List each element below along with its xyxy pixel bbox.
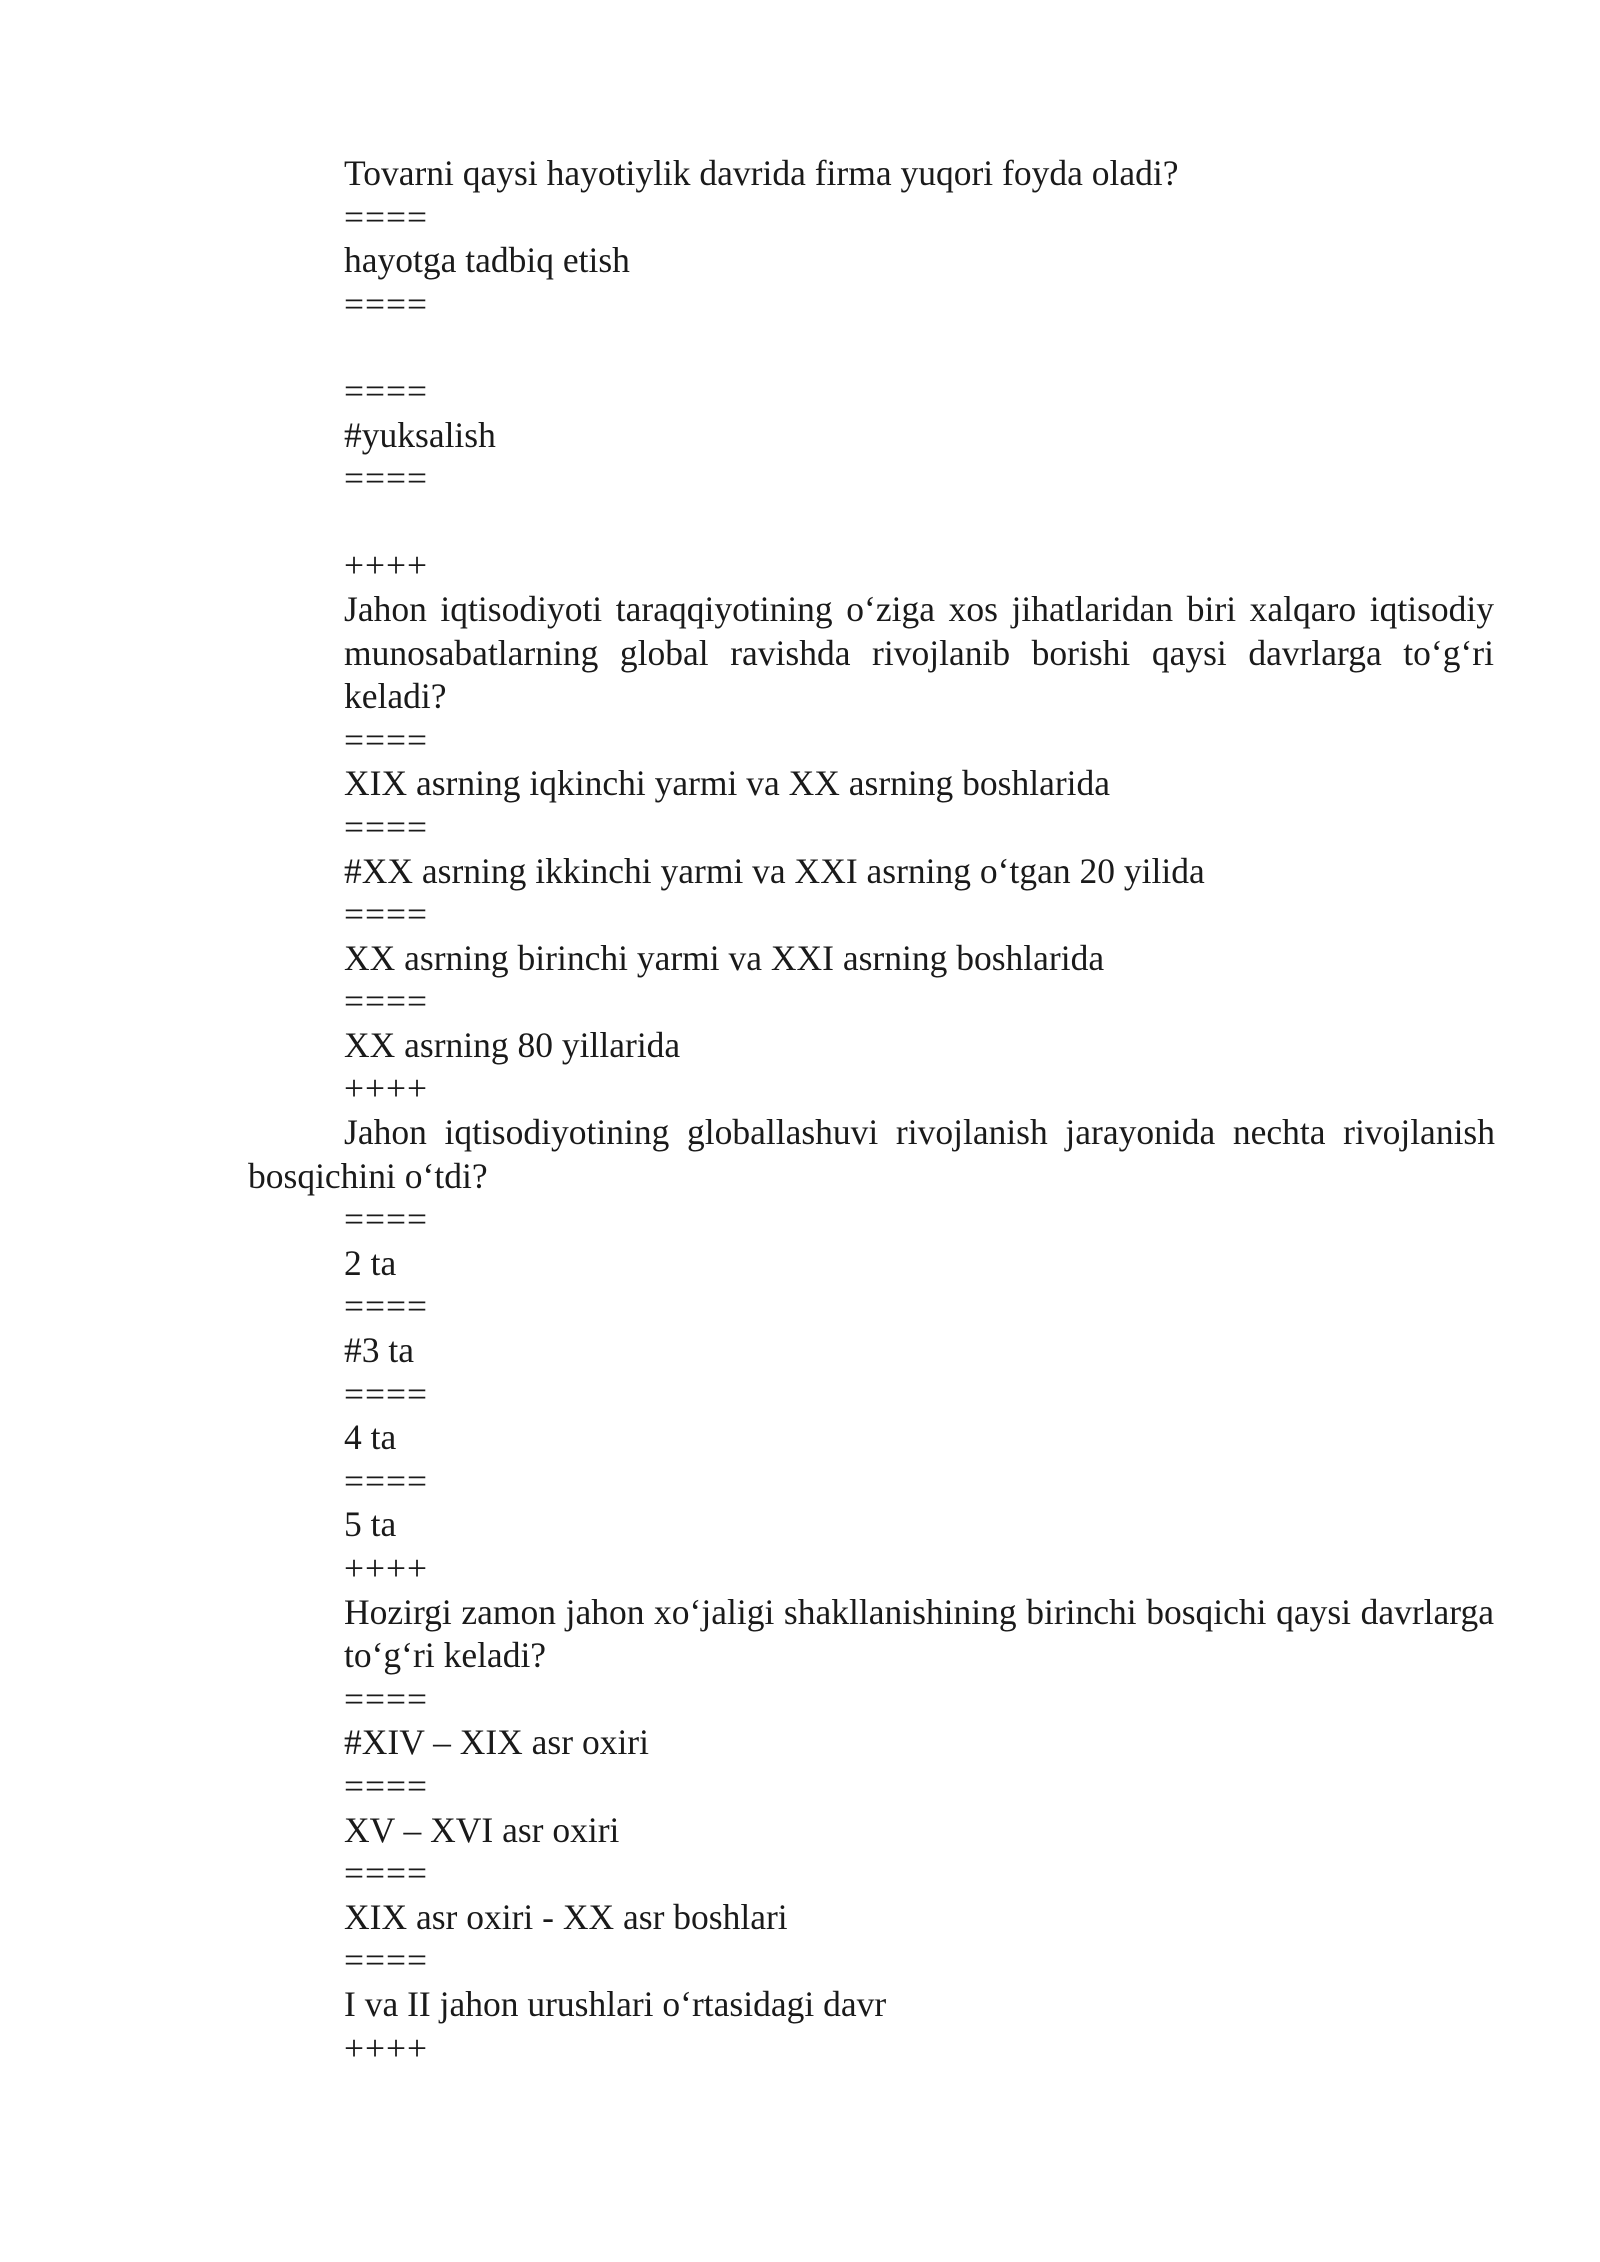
question-text: Jahon iqtisodiyotining globallashuvi rivojlanish jarayonida nechta rivojlanish bosqichini o‘tdi? [248,1112,1495,1196]
answer-option: XX asrning birinchi yarmi va XXI asrning boshlarida [344,937,1105,978]
separator: ==== [344,1460,429,1501]
separator: ==== [344,1373,429,1414]
question-divider: ++++ [344,1548,429,1588]
answer-option: 2 ta [344,1242,397,1283]
answer-option: 5 ta [344,1504,397,1545]
answer-option: I va II jahon urushlari o‘rtasidagi davr [344,1983,887,2024]
question-text: Hozirgi zamon jahon xo‘jaligi shakllanishining birinchi bosqichi qaysi davrlarga to‘g‘ri keladi? [344,1591,1494,1676]
separator: ==== [344,196,429,237]
blank-line [344,501,1495,545]
question-divider: ++++ [344,2027,429,2068]
separator: ==== [344,1199,429,1240]
answer-option: XV – XVI asr oxiri [344,1809,620,1850]
answer-option: 4 ta [344,1417,397,1458]
separator: ==== [344,981,429,1022]
question-text: Jahon iqtisodiyoti taraqqiyotining o‘ziga xos jihatlaridan biri xalqaro iqtisodiy munosabatlarning global ravishda rivojlanib borishi qaysi davrlarga to‘g‘ri keladi? [344,588,1494,717]
answer-option: XIX asrning iqkinchi yarmi va XX asrning boshlarida [344,763,1111,804]
document-content [248,152,1495,2070]
separator: ==== [344,1853,429,1894]
answer-option: XIX asr oxiri - XX asr boshlari [344,1896,788,1937]
answer-option-correct: #XX asrning ikkinchi yarmi va XXI asrning o‘tgan 20 yilida [344,850,1205,891]
separator: ==== [344,1678,429,1719]
separator: ==== [344,458,429,499]
answer-option-correct: #XIV – XIX asr oxiri [344,1722,649,1763]
answer-option-correct: #yuksalish [344,414,496,455]
question-text: Tovarni qaysi hayotiylik davrida firma yuqori foyda oladi? [344,153,1179,193]
separator: ==== [344,1286,429,1327]
answer-option: hayotga tadbiq etish [344,240,630,281]
answer-option: XX asrning 80 yillarida [344,1024,681,1065]
blank-answer-option [344,326,1495,370]
separator: ==== [344,894,429,935]
question-divider: ++++ [344,545,429,586]
separator: ==== [344,806,429,847]
question-divider: ++++ [344,1068,429,1109]
separator: ==== [344,1940,429,1981]
separator: ==== [344,719,429,760]
separator: ==== [344,1765,429,1806]
separator: ==== [344,283,429,324]
separator: ==== [344,370,429,411]
answer-option-correct: #3 ta [344,1330,414,1371]
